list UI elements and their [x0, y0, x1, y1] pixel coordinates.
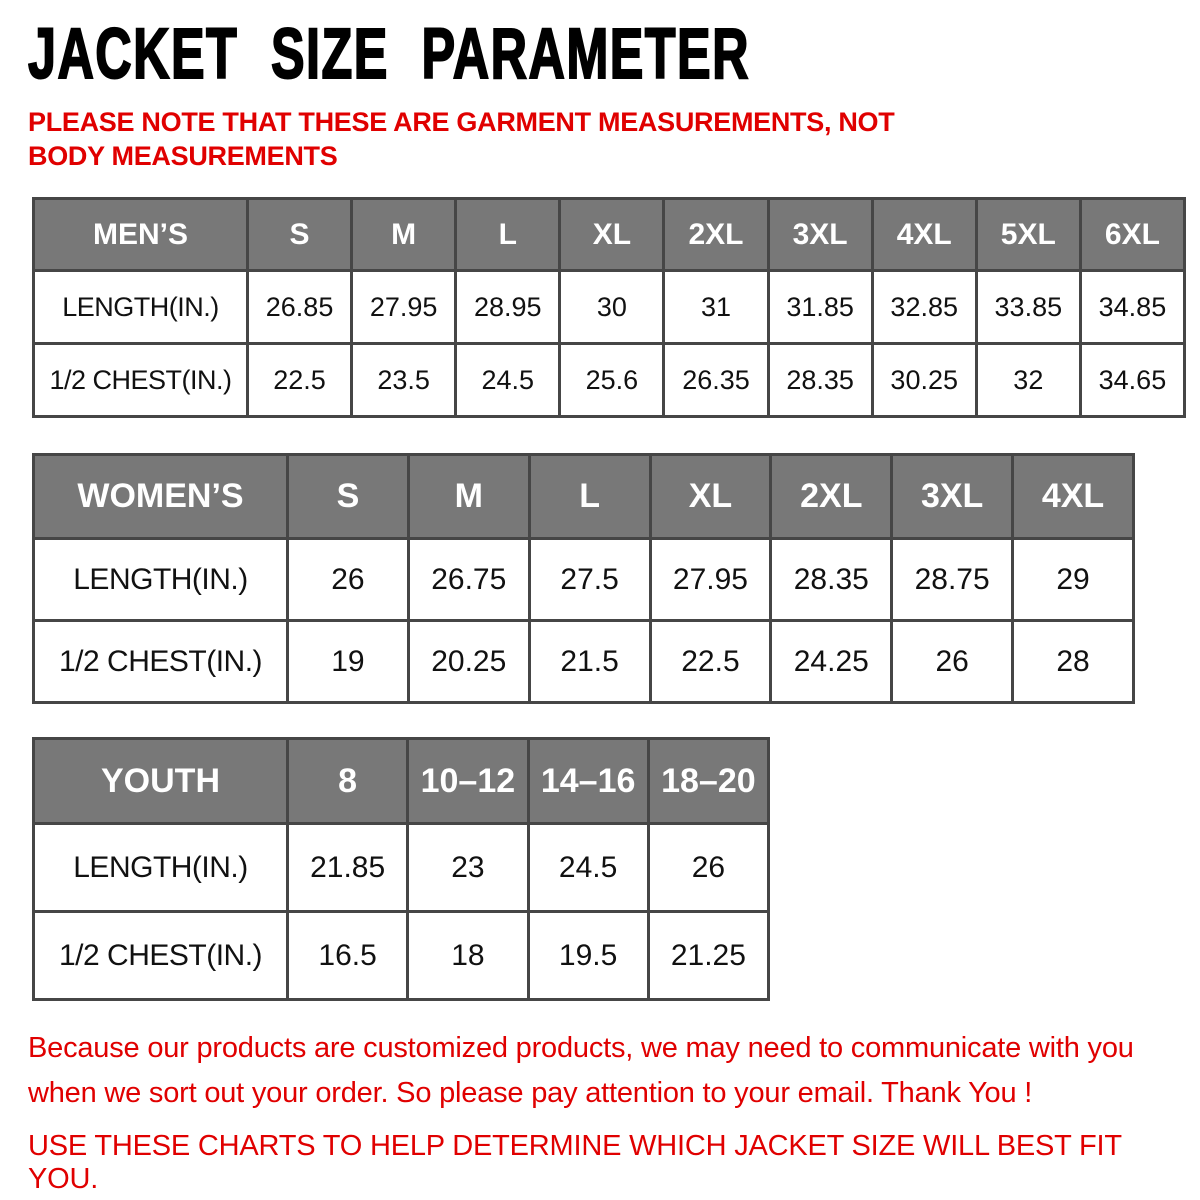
table-row: [34, 912, 769, 1000]
value-cell: 26: [892, 621, 1013, 703]
value-cell: 21.25: [648, 912, 768, 1000]
row-label-cell: LENGTH(IN.): [34, 539, 288, 621]
mens-size-table: [32, 197, 1186, 418]
row-label-cell: LENGTH(IN.): [34, 824, 288, 912]
row-label-cell: 1/2 CHEST(IN.): [34, 912, 288, 1000]
value-cell: 34.65: [1080, 344, 1184, 417]
value-cell: 31.85: [768, 271, 872, 344]
table-header-row: [34, 199, 1185, 271]
value-cell: 24.25: [771, 621, 892, 703]
value-cell: 26: [288, 539, 409, 621]
value-cell: 25.6: [560, 344, 664, 417]
value-cell: 21.5: [529, 621, 650, 703]
value-cell: 16.5: [288, 912, 408, 1000]
size-column-header: 3XL: [892, 455, 1013, 539]
size-column-header: L: [456, 199, 560, 271]
womens-group-header: WOMEN’S: [34, 455, 288, 539]
value-cell: 27.5: [529, 539, 650, 621]
size-column-header: XL: [650, 455, 771, 539]
value-cell: 30.25: [872, 344, 976, 417]
size-column-header: 10–12: [408, 739, 528, 824]
size-column-header: 3XL: [768, 199, 872, 271]
value-cell: 26.75: [408, 539, 529, 621]
value-cell: 26.35: [664, 344, 768, 417]
row-label-cell: LENGTH(IN.): [34, 271, 248, 344]
measurement-note: PLEASE NOTE THAT THESE ARE GARMENT MEASUREMENTS, NOT BODY MEASUREMENTS: [28, 107, 895, 171]
value-cell: 28.35: [771, 539, 892, 621]
value-cell: 26.85: [248, 271, 352, 344]
value-cell: 27.95: [650, 539, 771, 621]
size-column-header: S: [288, 455, 409, 539]
value-cell: 19.5: [528, 912, 648, 1000]
value-cell: 27.95: [352, 271, 456, 344]
value-cell: 28: [1013, 621, 1134, 703]
size-column-header: 4XL: [1013, 455, 1134, 539]
youth-group-header: YOUTH: [34, 739, 288, 824]
value-cell: 20.25: [408, 621, 529, 703]
table-row: [34, 621, 1134, 703]
value-cell: 30: [560, 271, 664, 344]
size-column-header: 6XL: [1080, 199, 1184, 271]
row-label-cell: 1/2 CHEST(IN.): [34, 621, 288, 703]
value-cell: 28.75: [892, 539, 1013, 621]
table-header-row: [34, 739, 769, 824]
value-cell: 29: [1013, 539, 1134, 621]
page-title-text: JACKET SIZE PARAMETER: [28, 13, 750, 94]
value-cell: 34.85: [1080, 271, 1184, 344]
size-column-header: S: [248, 199, 352, 271]
size-column-header: 2XL: [664, 199, 768, 271]
value-cell: 18: [408, 912, 528, 1000]
size-column-header: XL: [560, 199, 664, 271]
youth-size-table: [32, 737, 770, 1001]
value-cell: 32: [976, 344, 1080, 417]
size-column-header: 18–20: [648, 739, 768, 824]
size-column-header: L: [529, 455, 650, 539]
size-column-header: 14–16: [528, 739, 648, 824]
mens-group-header: MEN’S: [34, 199, 248, 271]
table-row: [34, 824, 769, 912]
value-cell: 19: [288, 621, 409, 703]
size-column-header: 8: [288, 739, 408, 824]
table-row: [34, 271, 1185, 344]
value-cell: 24.5: [456, 344, 560, 417]
table-header-row: [34, 455, 1134, 539]
page-title: [28, 13, 1031, 94]
value-cell: 21.85: [288, 824, 408, 912]
value-cell: 33.85: [976, 271, 1080, 344]
footer-cta: USE THESE CHARTS TO HELP DETERMINE WHICH JACKET SIZE WILL BEST FIT YOU.: [28, 1130, 1122, 1195]
value-cell: 24.5: [528, 824, 648, 912]
size-column-header: 4XL: [872, 199, 976, 271]
size-column-header: M: [408, 455, 529, 539]
value-cell: 28.35: [768, 344, 872, 417]
size-column-header: 2XL: [771, 455, 892, 539]
footer-note: Because our products are customized products, we may need to communicate with you when we sort out your order. So please pay attention to your email. Thank You !: [28, 1032, 1134, 1109]
value-cell: 31: [664, 271, 768, 344]
value-cell: 23: [408, 824, 528, 912]
value-cell: 22.5: [650, 621, 771, 703]
womens-size-table: [32, 453, 1135, 704]
value-cell: 28.95: [456, 271, 560, 344]
value-cell: 22.5: [248, 344, 352, 417]
size-column-header: 5XL: [976, 199, 1080, 271]
value-cell: 23.5: [352, 344, 456, 417]
row-label-cell: 1/2 CHEST(IN.): [34, 344, 248, 417]
value-cell: 32.85: [872, 271, 976, 344]
size-column-header: M: [352, 199, 456, 271]
table-row: [34, 539, 1134, 621]
table-row: [34, 344, 1185, 417]
value-cell: 26: [648, 824, 768, 912]
